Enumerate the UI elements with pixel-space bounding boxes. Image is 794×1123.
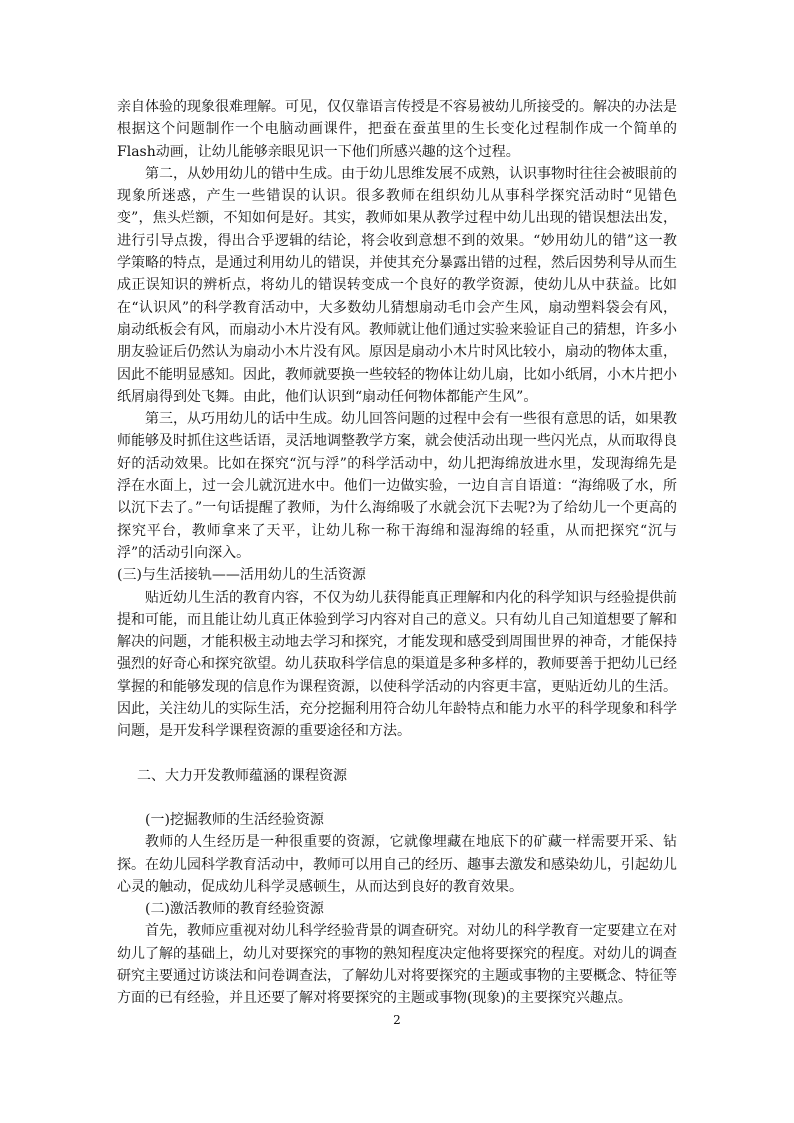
paragraph-5: 教师的人生经历是一种很重要的资源，它就像埋藏在地底下的矿藏一样需要开采、钻探。在幼儿园科学教育活动中，教师可以用自己的经历、趣事去激发和感染幼儿，引起幼儿心灵的触动，促成幼儿科学灵感顿生，从而达到良好的教育效果。 xyxy=(117,834,677,895)
subheading-3: (三)与生活接轨——活用幼儿的生活资源 xyxy=(117,567,366,584)
paragraph-3: 第三，从巧用幼儿的话中生成。幼儿回答问题的过程中会有一些很有意思的话，如果教师能够及时抓住这些话语，灵活地调整教学方案，就会使活动出现一些闪光点，从而取得良好的活动效果。比如在探究“沉与浮”的科学活动中，幼儿把海绵放进水里，发现海绵先是浮在水面上，过一会儿就沉进水中。他们一边做实验，一边自言自语道：“海绵吸了水，所以沉下去了。”一句话提醒了教师，为什么海绵吸了水就会沉下去呢?为了给幼儿一个更高的探究平台，教师拿来了天平，让幼儿称一称干海绵和湿海绵的轻重，从而把探究“沉与浮”的活动引向深入。 xyxy=(117,411,677,561)
paragraph-1: 亲自体验的现象很难理解。可见，仅仅靠语言传授是不容易被幼儿所接受的。解决的办法是根据这个问题制作一个电脑动画课件，把蚕在蚕茧里的生长变化过程制作成一个简单的Flash动画，让幼儿能够亲眼见识一下他们所感兴趣的这个过程。 xyxy=(117,99,677,160)
subheading-2-2: (二)激活教师的教育经验资源 xyxy=(145,901,324,918)
paragraph-6: 首先，教师应重视对幼儿科学经验背景的调查研究。对幼儿的科学教育一定要建立在对幼儿了解的基础上，幼儿对要探究的事物的熟知程度决定他将要探究的程度。对幼儿的调查研究主要通过访谈法和问卷调查法，了解幼儿对将要探究的主题或事物的主要概念、特征等方面的已有经验，并且还要了解对将要探究的主题或事物(现象)的主要探究兴趣点。 xyxy=(117,923,677,1007)
page-number: 2 xyxy=(393,1013,401,1027)
subheading-2-1: (一)挖掘教师的生活经验资源 xyxy=(145,811,324,828)
paragraph-2: 第二，从妙用幼儿的错中生成。由于幼儿思维发展不成熟，认识事物时往往会被眼前的现象所迷惑，产生一些错误的认识。很多教师在组织幼儿从事科学探究活动时“见错色变”，焦头烂额，不知如何是好。其实，教师如果从教学过程中幼儿出现的错误想法出发，进行引导点拨，得出合乎逻辑的结论，将会收到意想不到的效果。“妙用幼儿的错”这一教学策略的特点，是通过利用幼儿的错误，并使其充分暴露出错的过程，然后因势利导从而生成正误知识的辨析点，将幼儿的错误转变成一个良好的教学资源，使幼儿从中获益。比如在“认识风”的科学教育活动中，大多数幼儿猜想扇动毛巾会产生风，扇动塑料袋会有风，扇动纸板会有风，而扇动小木片没有风。教师就让他们通过实验来验证自己的猜想，许多小朋友验证后仍然认为扇动小木片没有风。原因是扇动小木片时风比较小，扇动的物体太重，因此不能明显感知。因此，教师就要换一些较轻的物体让幼儿扇，比如小纸屑，小木片把小纸屑扇得到处飞舞。由此，他们认识到“扇动任何物体都能产生风”。 xyxy=(117,165,677,405)
body-text xyxy=(117,96,677,1010)
paragraph-4: 贴近幼儿生活的教育内容，不仅为幼儿获得能真正理解和内化的科学知识与经验提供前提和可能，而且能让幼儿真正体验到学习内容对自己的意义。只有幼儿自己知道想要了解和解决的问题，才能积极主动地去学习和探究，才能发现和感受到周围世界的神奇，才能保持强烈的好奇心和探究欲望。幼儿获取科学信息的渠道是多种多样的，教师要善于把幼儿已经掌握的和能够发现的信息作为课程资源，以使科学活动的内容更丰富，更贴近幼儿的生活。因此，关注幼儿的实际生活，充分挖掘利用符合幼儿年龄特点和能力水平的科学现象和科学问题，是开发科学课程资源的重要途径和方法。 xyxy=(117,589,677,740)
section-heading-2: 二、大力开发教师蕴涵的课程资源 xyxy=(137,767,347,784)
